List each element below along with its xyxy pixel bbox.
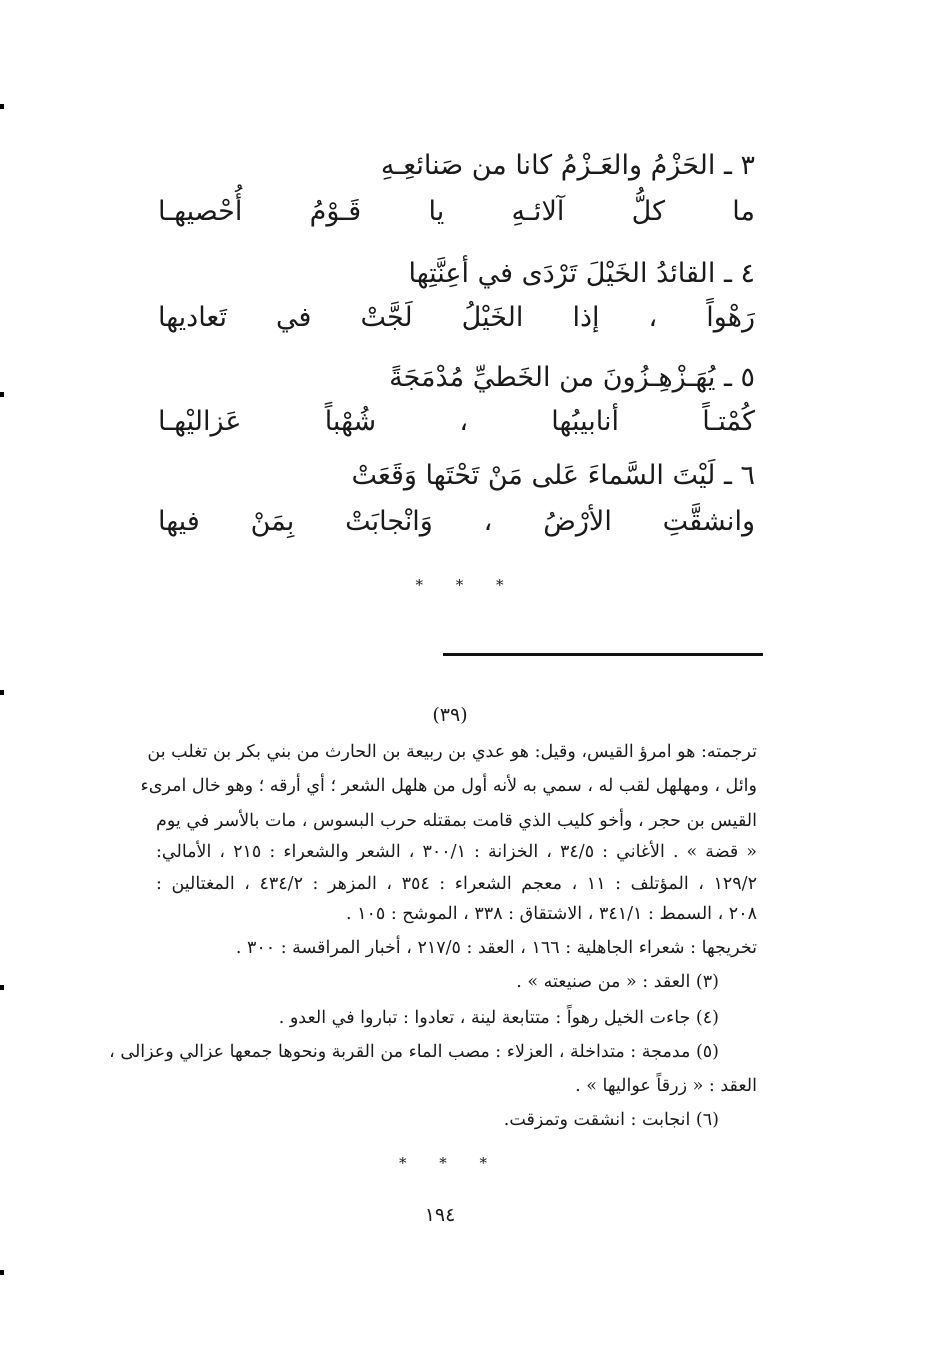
scan-mark — [0, 690, 4, 695]
verse-3-first-hemistich: ٣ ـ الحَزْمُ والعَـزْمُ كانا من صَنائعِـهِ — [380, 150, 755, 181]
note-line: العقد : « زرقاً عواليها » . — [575, 1076, 757, 1096]
verse-4-first-hemistich: ٤ ـ القائدُ الخَيْلَ تَرْدَى في أعِنَّتِها — [408, 258, 755, 289]
note-line: وائل ، ومهلهل لقب له ، سمي به لأنه أول من هلهل الشعر ؛ أي أرقه ؛ وهو خال امرىء — [140, 776, 757, 796]
scan-mark — [0, 392, 4, 397]
page-number: ١٩٤ — [424, 1204, 456, 1226]
note-line: (٤) جاءت الخيل رهواً : متتابعة لينة ، تعادوا : تباروا في العدو . — [278, 1008, 719, 1028]
footnote-rule — [443, 653, 763, 656]
verse-5-second-hemistich: كُمْتـاً أنابيبُها ، شُهْباً عَزاليْهـا — [158, 406, 755, 437]
verse-4-second-hemistich: رَهْواً ، إذا الخَيْلُ لَجَّتْ في تَعاديها — [158, 302, 755, 333]
verse-3-second-hemistich: ما كلُّ آلائـهِ يا قَـوْمُ أُحْصيهـا — [158, 196, 755, 227]
note-line: ترجمته: هو امرؤ القيس، وقيل: هو عدي بن ربيعة بن الحارث من بني بكر بن تغلب بن — [147, 742, 757, 762]
scan-mark — [0, 104, 4, 109]
scan-mark — [0, 985, 4, 990]
note-line: « قضة » . الأغاني : ٣٤/٥ ، الخزانة : ٣٠٠/١ ، الشعر والشعراء : ٢١٥ ، الأمالي: — [156, 842, 757, 862]
note-line: ١٢٩/٢ ، المؤتلف : ١١ ، معجم الشعراء : ٣٥٤ ، المزهر : ٤٣٤/٢ ، المغتالين : — [156, 874, 757, 894]
poem-number: (٣٩) — [432, 704, 468, 726]
notes-separator: * * * — [398, 1154, 502, 1172]
note-line: تخريجها : شعراء الجاهلية : ١٦٦ ، العقد : ٢١٧/٥ ، أخبار المراقسة : ٣٠٠ . — [235, 938, 757, 958]
verse-5-first-hemistich: ٥ ـ يُهَـزْهِـزُونَ من الخَطيِّ مُدْمَجَةً — [389, 362, 755, 393]
note-line: (٥) مدمجة : متداخلة ، العزلاء : مصب الماء من القربة ونحوها جمعها عزالي وعزالى ، — [109, 1042, 719, 1062]
poem-separator: * * * — [415, 576, 518, 594]
note-line: (٦) انجابت : انشقت وتمزقت. — [503, 1110, 719, 1130]
note-line: (٣) العقد : « من صنيعته » . — [516, 972, 719, 992]
note-line: ٢٠٨ ، السمط : ٣٤١/١ ، الاشتقاق : ٣٣٨ ، الموشح : ١٠٥ . — [345, 904, 757, 924]
verse-6-first-hemistich: ٦ ـ لَيْتَ السَّماءَ عَلى مَنْ تَحْتَها وَقَعَتْ — [351, 460, 755, 491]
scan-mark — [0, 1270, 4, 1275]
verse-6-second-hemistich: وانشقَّتِ الأرْضُ ، وَانْجابَتْ بِمَنْ فيها — [158, 506, 755, 537]
note-line: القيس بن حجر ، وأخو كليب الذي قامت بمقتله حرب البسوس ، مات بالأسر في يوم — [156, 811, 757, 831]
